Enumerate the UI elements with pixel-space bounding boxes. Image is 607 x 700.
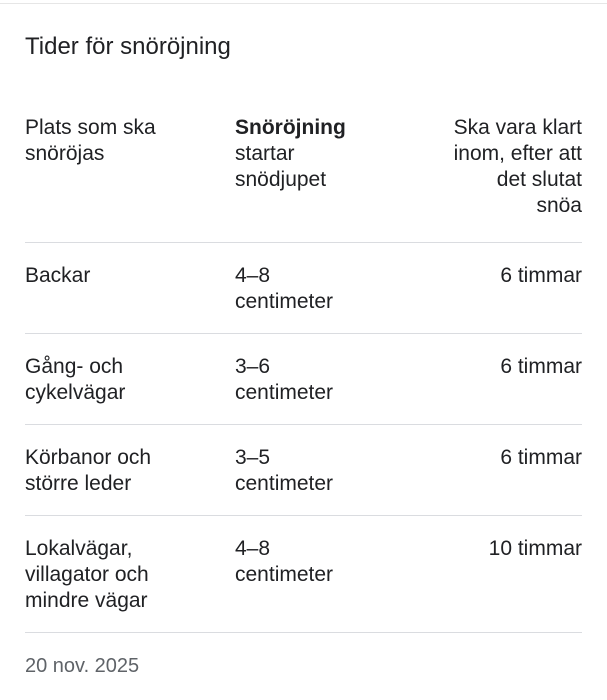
header-place: Plats som ska snöröjas	[25, 116, 156, 165]
row-depth: 3–5 centimeter	[235, 446, 334, 495]
table-row	[25, 243, 582, 334]
snow-clearing-table	[25, 115, 582, 633]
row-depth: 4–8 centimeter	[235, 264, 334, 313]
row-place: Körbanor och större leder	[25, 446, 152, 495]
row-time: 10 timmar	[488, 537, 582, 560]
top-divider	[0, 3, 607, 4]
row-time: 6 timmar	[500, 355, 582, 378]
card-date: 20 nov. 2025	[25, 655, 140, 677]
table-header-row	[25, 115, 582, 243]
row-place: Backar	[25, 264, 91, 287]
table-row	[25, 425, 582, 516]
row-time: 6 timmar	[500, 264, 582, 287]
row-time: 6 timmar	[500, 446, 582, 469]
row-depth: 3–6 centimeter	[235, 355, 334, 404]
table-row	[25, 334, 582, 425]
row-place: Lokalvägar, villagator och mindre vägar	[25, 537, 149, 612]
header-start-depth: Snöröjning startar snödjupet	[235, 116, 346, 191]
row-place: Gång- och cykelvägar	[25, 355, 126, 404]
table-row	[25, 516, 582, 633]
header-done-within: Ska vara klart inom, efter att det slutat snöa	[453, 116, 582, 217]
row-depth: 4–8 centimeter	[235, 537, 334, 586]
card-title: Tider för snöröjning	[25, 33, 231, 60]
